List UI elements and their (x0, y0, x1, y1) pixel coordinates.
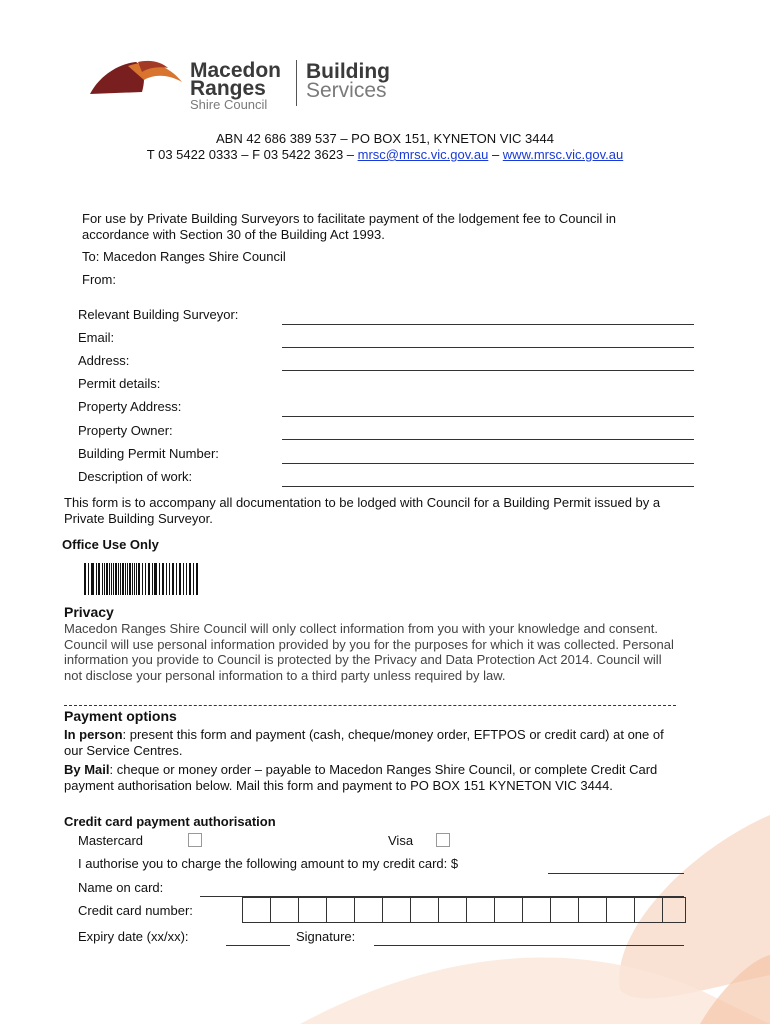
card-digit-box[interactable] (523, 898, 551, 922)
logo-divider (296, 60, 297, 106)
to-line: To: Macedon Ranges Shire Council (82, 249, 286, 264)
permit-details-label: Permit details: (78, 376, 161, 391)
expiry-input[interactable] (226, 945, 290, 946)
purpose-text: For use by Private Building Surveyors to facilitate payment of the lodgement fee to Council in accordance with Section 30 of the Building Act 1993. (82, 211, 617, 242)
contact-line (0, 147, 770, 162)
relevant-surveyor-input[interactable] (282, 324, 694, 325)
card-digit-box[interactable] (411, 898, 439, 922)
from-line: From: (82, 272, 116, 287)
permit-number-input[interactable] (282, 463, 694, 464)
email-label: Email: (78, 330, 115, 345)
by-mail-label: By Mail (64, 762, 110, 777)
card-digit-box[interactable] (467, 898, 495, 922)
expiry-label: Expiry date (xx/xx): (78, 929, 189, 944)
council-logo-icon (88, 58, 188, 96)
logo-text-macedon: Macedon (190, 59, 282, 82)
card-digit-box[interactable] (355, 898, 383, 922)
in-person-label: In person (64, 727, 123, 742)
in-person-description: : present this form and payment (cash, cheque/money order, EFTPOS or credit card) at one of our Service Centres. (64, 727, 664, 758)
signature-label: Signature: (296, 929, 356, 944)
credit-card-heading: Credit card payment authorisation (64, 814, 276, 829)
name-on-card-label: Name on card: (78, 880, 164, 895)
card-digit-box[interactable] (607, 898, 635, 922)
property-address-input[interactable] (282, 416, 694, 417)
card-digit-box[interactable] (439, 898, 467, 922)
description-label: Description of work: (78, 469, 193, 484)
mastercard-label: Mastercard (78, 833, 144, 848)
card-digit-box[interactable] (551, 898, 579, 922)
by-mail-description: : cheque or money order – payable to Macedon Ranges Shire Council, or complete Credit Card payment authorisation below. Mail this form and payment to PO BOX 151 KYNETON VIC 3444. (64, 762, 658, 793)
mastercard-checkbox[interactable] (188, 833, 202, 847)
by-mail-text (64, 762, 684, 793)
card-digit-box[interactable] (299, 898, 327, 922)
privacy-text: Macedon Ranges Shire Council will only collect information from you with your knowledge and consent. Council will use personal information provided by you for the purposes for which it was collected. Personal information you provide to Council is protected by the Privacy and Data Protection Act 2014. Council will not disclose your personal information to a third party unless required by law. (64, 621, 674, 683)
email-link[interactable]: mrsc@mrsc.vic.gov.au (357, 147, 489, 162)
description-input[interactable] (282, 486, 694, 487)
phone-fax: T 03 5422 0333 – F 03 5422 3623 – (146, 147, 358, 162)
card-digit-box[interactable] (579, 898, 607, 922)
accompany-text: This form is to accompany all documentation to be lodged with Council for a Building Permit issued by a Private Building Surveyor. (64, 495, 661, 526)
property-owner-input[interactable] (282, 439, 694, 440)
address-line: ABN 42 686 389 537 – PO BOX 151, KYNETON VIC 3444 (216, 131, 554, 146)
amount-input[interactable] (548, 873, 684, 874)
logo-text-services: Services (306, 79, 387, 102)
card-digit-box[interactable] (663, 898, 685, 922)
privacy-heading: Privacy (64, 604, 114, 620)
logo-text-shire: Shire Council (190, 97, 268, 112)
relevant-surveyor-label: Relevant Building Surveyor: (78, 307, 239, 322)
payment-heading: Payment options (64, 708, 177, 724)
card-digit-box[interactable] (271, 898, 299, 922)
card-digit-box[interactable] (635, 898, 663, 922)
property-address-label: Property Address: (78, 399, 182, 414)
visa-checkbox[interactable] (436, 833, 450, 847)
card-number-input[interactable] (242, 897, 686, 923)
authorise-label: I authorise you to charge the following amount to my credit card: $ (78, 856, 459, 871)
permit-number-label: Building Permit Number: (78, 446, 219, 461)
card-digit-box[interactable] (383, 898, 411, 922)
address-label: Address: (78, 353, 130, 368)
signature-input[interactable] (374, 945, 684, 946)
logo-text-building: Building (306, 60, 390, 83)
in-person-text (64, 727, 684, 758)
visa-label: Visa (388, 833, 414, 848)
office-use-heading: Office Use Only (62, 537, 159, 552)
card-digit-box[interactable] (327, 898, 355, 922)
contact-separator: – (488, 147, 503, 162)
section-divider (64, 705, 676, 706)
logo-text-ranges: Ranges (190, 77, 266, 100)
email-input[interactable] (282, 347, 694, 348)
website-link[interactable]: www.mrsc.vic.gov.au (502, 147, 624, 162)
barcode-icon (84, 563, 200, 595)
property-owner-label: Property Owner: (78, 423, 173, 438)
card-number-label: Credit card number: (78, 903, 193, 918)
address-input[interactable] (282, 370, 694, 371)
card-digit-box[interactable] (243, 898, 271, 922)
card-digit-box[interactable] (495, 898, 523, 922)
